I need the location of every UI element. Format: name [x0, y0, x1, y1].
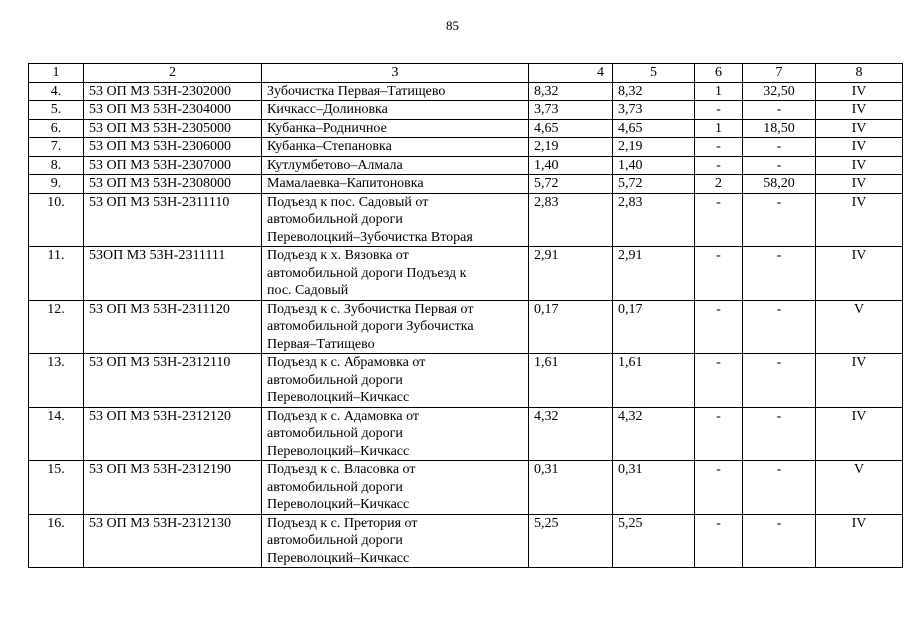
road-name-cell — [262, 156, 529, 175]
road-name-line: Подъезд к с. Зубочистка Первая от — [267, 301, 474, 317]
table-header-row — [29, 64, 903, 83]
value-col4-cell: 2,91 — [529, 247, 613, 301]
table-row — [29, 354, 903, 408]
category-cell: IV — [816, 138, 903, 157]
road-code-cell: 53 ОП МЗ 53Н-2311120 — [84, 300, 262, 354]
road-name-line: Подъезд к с. Власовка от — [267, 462, 416, 477]
value-col7-cell: 32,50 — [743, 82, 816, 101]
road-name-line: Подъезд к с. Абрамовка от — [267, 355, 426, 370]
road-name-cell — [262, 101, 529, 120]
category-cell: IV — [816, 193, 903, 247]
row-number-cell: 7. — [29, 138, 84, 157]
road-name-line: Кичкасс–Долиновка — [267, 102, 388, 117]
value-col4-cell: 0,17 — [529, 300, 613, 354]
value-col5-cell: 1,40 — [613, 156, 695, 175]
value-col6-cell: - — [695, 247, 743, 301]
value-col6-cell: 1 — [695, 119, 743, 138]
category-cell: V — [816, 461, 903, 515]
value-col6-cell: - — [695, 193, 743, 247]
table-row — [29, 407, 903, 461]
value-col6-cell: - — [695, 407, 743, 461]
road-name-line: автомобильной дороги — [267, 212, 403, 227]
road-name-line: Зубочистка Первая–Татищево — [267, 83, 446, 99]
column-header: 7 — [743, 64, 816, 83]
road-code-cell: 53 ОП МЗ 53Н-2305000 — [84, 119, 262, 138]
road-code-cell: 53 ОП МЗ 53Н-2308000 — [84, 175, 262, 194]
value-col6-cell: - — [695, 138, 743, 157]
table-row — [29, 101, 903, 120]
table-row — [29, 514, 903, 568]
category-cell: IV — [816, 175, 903, 194]
value-col4-cell: 4,32 — [529, 407, 613, 461]
road-code-cell: 53ОП МЗ 53Н-2311111 — [84, 247, 262, 301]
category-cell: IV — [816, 101, 903, 120]
table-row — [29, 156, 903, 175]
value-col4-cell: 4,65 — [529, 119, 613, 138]
value-col7-cell: - — [743, 300, 816, 354]
value-col6-cell: 1 — [695, 82, 743, 101]
road-name-cell — [262, 354, 529, 408]
value-col7-cell: - — [743, 156, 816, 175]
road-name-line: Кубанка–Степановка — [267, 139, 392, 154]
category-cell: IV — [816, 82, 903, 101]
value-col5-cell: 5,72 — [613, 175, 695, 194]
column-header: 6 — [695, 64, 743, 83]
value-col4-cell: 8,32 — [529, 82, 613, 101]
value-col7-cell: - — [743, 247, 816, 301]
value-col5-cell: 3,73 — [613, 101, 695, 120]
category-cell: IV — [816, 407, 903, 461]
value-col4-cell: 2,83 — [529, 193, 613, 247]
table-row — [29, 300, 903, 354]
row-number-cell: 13. — [29, 354, 84, 408]
row-number-cell: 9. — [29, 175, 84, 194]
road-name-cell — [262, 514, 529, 568]
road-name-line: Переволоцкий–Кичкасс — [267, 550, 410, 566]
road-name-line: автомобильной дороги — [267, 533, 403, 548]
table-row — [29, 82, 903, 101]
value-col6-cell: - — [695, 514, 743, 568]
category-cell: IV — [816, 247, 903, 301]
table-row — [29, 461, 903, 515]
road-code-cell: 53 ОП МЗ 53Н-2312120 — [84, 407, 262, 461]
value-col5-cell: 8,32 — [613, 82, 695, 101]
road-name-cell — [262, 119, 529, 138]
row-number-cell: 16. — [29, 514, 84, 568]
road-name-cell — [262, 193, 529, 247]
row-number-cell: 4. — [29, 82, 84, 101]
road-name-line: Переволоцкий–Кичкасс — [267, 443, 410, 459]
road-name-line: Кутлумбетово–Алмала — [267, 157, 403, 173]
value-col7-cell: - — [743, 193, 816, 247]
value-col5-cell: 4,65 — [613, 119, 695, 138]
road-name-cell — [262, 300, 529, 354]
category-cell: V — [816, 300, 903, 354]
row-number-cell: 10. — [29, 193, 84, 247]
value-col7-cell: 18,50 — [743, 119, 816, 138]
value-col4-cell: 1,61 — [529, 354, 613, 408]
row-number-cell: 15. — [29, 461, 84, 515]
road-code-cell: 53 ОП МЗ 53Н-2312110 — [84, 354, 262, 408]
row-number-cell: 5. — [29, 101, 84, 120]
road-name-line: Подъезд к с. Адамовка от — [267, 408, 420, 424]
table-row — [29, 119, 903, 138]
value-col5-cell: 5,25 — [613, 514, 695, 568]
category-cell: IV — [816, 119, 903, 138]
value-col5-cell: 2,91 — [613, 247, 695, 301]
road-name-cell — [262, 138, 529, 157]
road-name-line: Переволоцкий–Кичкасс — [267, 390, 410, 405]
value-col6-cell: - — [695, 101, 743, 120]
road-name-line: автомобильной дороги — [267, 479, 403, 495]
road-name-line: автомобильной дороги Подъезд к — [267, 265, 467, 281]
row-number-cell: 11. — [29, 247, 84, 301]
value-col4-cell: 2,19 — [529, 138, 613, 157]
value-col7-cell: - — [743, 354, 816, 408]
value-col5-cell: 4,32 — [613, 407, 695, 461]
road-name-cell — [262, 407, 529, 461]
value-col7-cell: - — [743, 407, 816, 461]
value-col5-cell: 2,83 — [613, 193, 695, 247]
road-code-cell: 53 ОП МЗ 53Н-2312130 — [84, 514, 262, 568]
road-name-line: пос. Садовый — [267, 283, 349, 298]
value-col7-cell: - — [743, 138, 816, 157]
category-cell: IV — [816, 514, 903, 568]
column-header: 3 — [262, 64, 529, 83]
page-number: 85 — [446, 18, 459, 33]
road-name-line: Подъезд к х. Вязовка от — [267, 248, 409, 263]
row-number-cell: 14. — [29, 407, 84, 461]
value-col4-cell: 0,31 — [529, 461, 613, 515]
road-name-line: Подъезд к с. Претория от — [267, 515, 418, 531]
column-header: 4 — [529, 64, 613, 83]
row-number-cell: 6. — [29, 119, 84, 138]
road-name-cell — [262, 461, 529, 515]
road-name-cell — [262, 175, 529, 194]
road-code-cell: 53 ОП МЗ 53Н-2312190 — [84, 461, 262, 515]
column-header: 1 — [29, 64, 84, 83]
category-cell: IV — [816, 156, 903, 175]
value-col7-cell: 58,20 — [743, 175, 816, 194]
value-col6-cell: - — [695, 354, 743, 408]
table-body — [29, 64, 903, 568]
roads-table — [28, 63, 903, 568]
value-col4-cell: 1,40 — [529, 156, 613, 175]
value-col5-cell: 1,61 — [613, 354, 695, 408]
value-col6-cell: 2 — [695, 175, 743, 194]
road-code-cell: 53 ОП МЗ 53Н-2307000 — [84, 156, 262, 175]
road-name-line: автомобильной дороги — [267, 372, 403, 388]
value-col4-cell: 5,25 — [529, 514, 613, 568]
value-col7-cell: - — [743, 101, 816, 120]
road-name-line: Подъезд к пос. Садовый от — [267, 194, 429, 210]
column-header: 5 — [613, 64, 695, 83]
table-row — [29, 175, 903, 194]
value-col6-cell: - — [695, 156, 743, 175]
road-name-line: автомобильной дороги Зубочистка — [267, 319, 474, 334]
table-row — [29, 138, 903, 157]
road-name-cell — [262, 247, 529, 301]
category-cell: IV — [816, 354, 903, 408]
road-code-cell: 53 ОП МЗ 53Н-2311110 — [84, 193, 262, 247]
value-col4-cell: 5,72 — [529, 175, 613, 194]
value-col6-cell: - — [695, 300, 743, 354]
table-row — [29, 247, 903, 301]
value-col5-cell: 0,17 — [613, 300, 695, 354]
road-name-line: Переволоцкий–Зубочистка Вторая — [267, 229, 473, 245]
value-col6-cell: - — [695, 461, 743, 515]
road-name-cell — [262, 82, 529, 101]
road-name-line: Переволоцкий–Кичкасс — [267, 497, 410, 512]
road-name-line: Кубанка–Родничное — [267, 120, 387, 136]
road-name-line: Мамалаевка–Капитоновка — [267, 176, 424, 191]
table-row — [29, 193, 903, 247]
row-number-cell: 8. — [29, 156, 84, 175]
value-col4-cell: 3,73 — [529, 101, 613, 120]
road-name-line: автомобильной дороги — [267, 426, 403, 441]
value-col5-cell: 2,19 — [613, 138, 695, 157]
row-number-cell: 12. — [29, 300, 84, 354]
road-code-cell: 53 ОП МЗ 53Н-2304000 — [84, 101, 262, 120]
road-code-cell: 53 ОП МЗ 53Н-2302000 — [84, 82, 262, 101]
column-header: 2 — [84, 64, 262, 83]
value-col5-cell: 0,31 — [613, 461, 695, 515]
value-col7-cell: - — [743, 514, 816, 568]
column-header: 8 — [816, 64, 903, 83]
value-col7-cell: - — [743, 461, 816, 515]
road-code-cell: 53 ОП МЗ 53Н-2306000 — [84, 138, 262, 157]
road-name-line: Первая–Татищево — [267, 336, 375, 352]
